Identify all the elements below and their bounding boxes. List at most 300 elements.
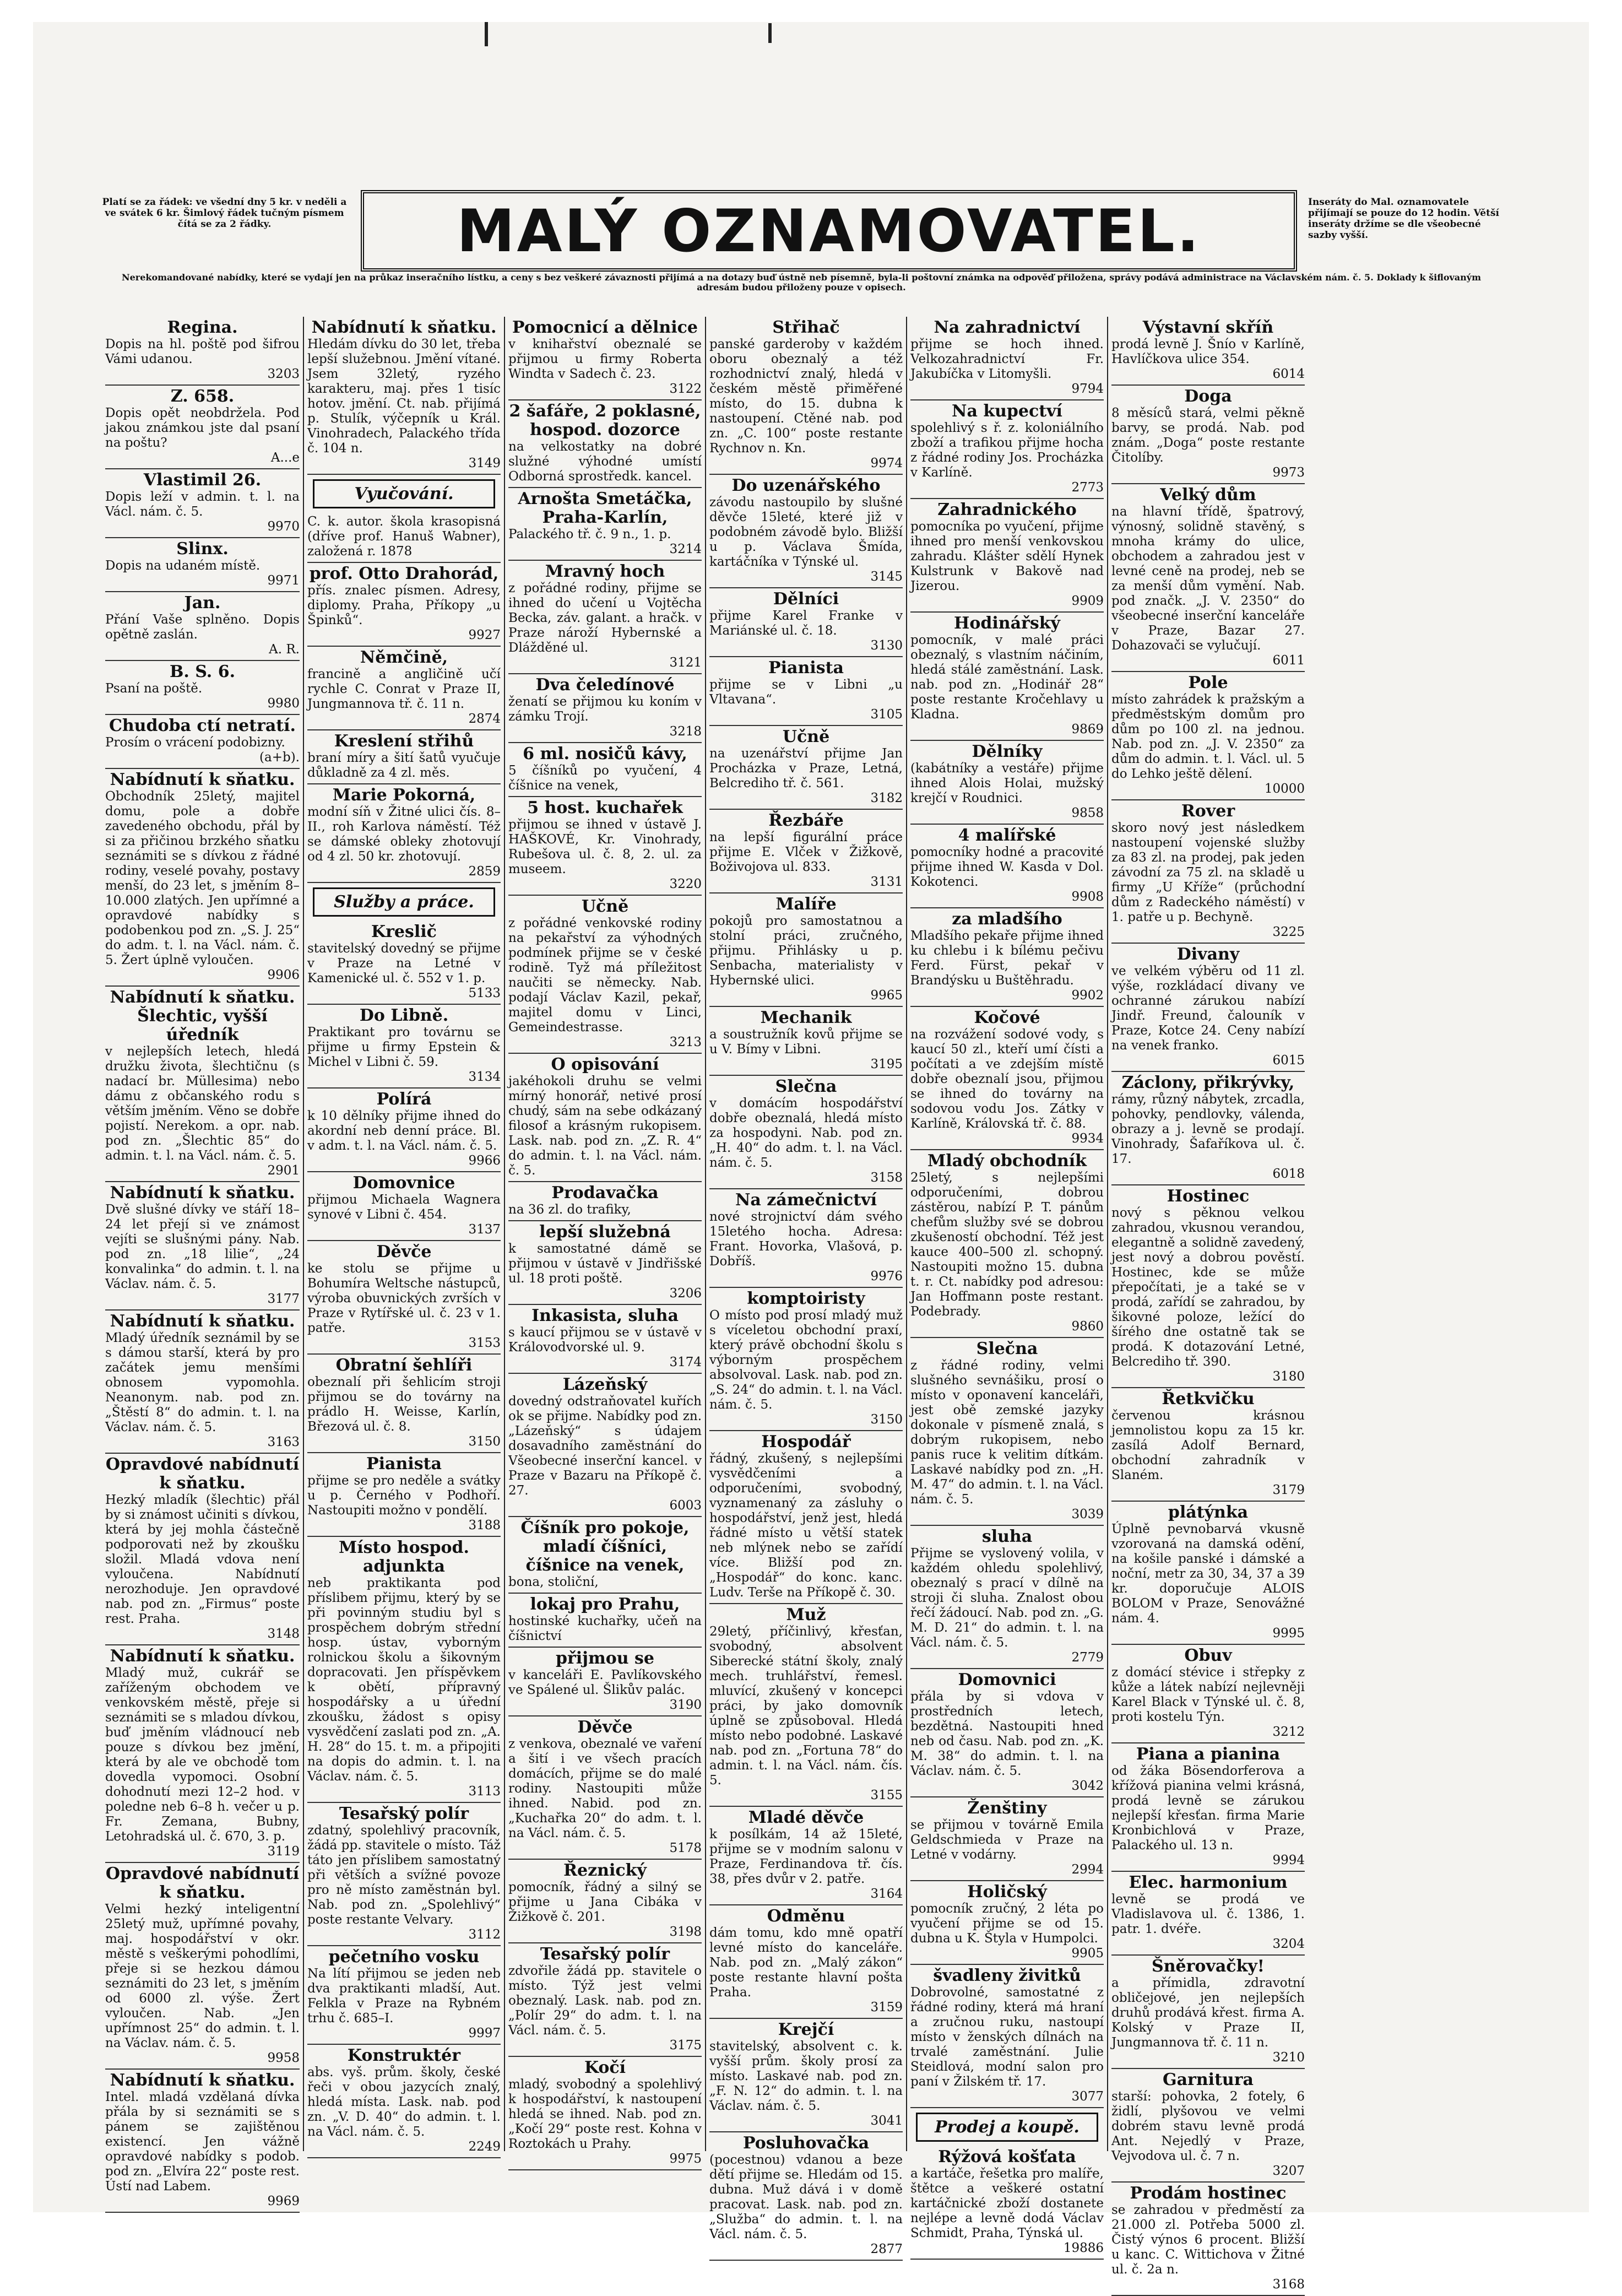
masthead-left-note: Platí se za řádek: ve všední dny 5 kr. v neděli a ve svátek 6 kr. Šimlový řádek tučným písmem čítá se za 2 řádky. <box>102 197 347 230</box>
ad-heading: Odměnu <box>767 1907 845 1926</box>
classified-ad <box>910 908 1104 1007</box>
ad-heading: Lázeňský <box>562 1375 648 1394</box>
classified-ad <box>508 1221 702 1305</box>
ad-heading: Pianista <box>366 1454 442 1474</box>
ad-heading: 2 šafáře, 2 poklasné, hospod. dozorce <box>509 402 701 440</box>
ad-heading: Děvče <box>376 1242 432 1261</box>
ad-number: 3204 <box>1272 1937 1305 1951</box>
ad-number: 9994 <box>1272 1853 1305 1867</box>
ad-heading: Obuv <box>1184 1646 1232 1665</box>
ad-text: abs. vyš. prům. školy, české řeči v obou jazycích znalý, hledá místa. Lask. nab. pod zn. „V. D. 40“ do admin. t. l. na Václ. nám. č. 5. <box>307 2065 501 2139</box>
ad-text: Mladý úředník seznámil by se s dámou starší, která by pro začátek jemu menšími obnosem vypomohla. Neanonym. nab. pod zn. „Štěstí 8“ do admin. t. l. na Václav. nám. č. 5. <box>105 1331 300 1434</box>
classified-ad <box>1111 317 1305 386</box>
ad-heading: Prodavačka <box>551 1183 659 1203</box>
masthead-title: MALÝ OZNAMOVATEL. <box>457 197 1201 265</box>
ad-number: 3198 <box>669 1925 702 1939</box>
ad-column <box>1107 317 1308 2292</box>
ad-number: 3077 <box>1071 2089 1104 2104</box>
ad-heading: 4 malířské <box>958 826 1056 845</box>
ad-heading: za mladšího <box>952 909 1062 929</box>
classified-ad <box>307 1803 501 1946</box>
ad-text: dovedný odstraňovatel kuřích ok se přijme. Nabídky pod zn. „Lázeňský“ s údajem dosavadního zaměstnání do Všeobecné inserční kancel. v Praze v Bazaru na Příkopě č. 27. <box>508 1394 702 1498</box>
classified-ad <box>709 475 903 588</box>
ad-text: nový s pěknou velkou zahradou, vkusnou verandou, elegantně a solidně zavedený, jest nový a dobrou pověstí. Hostinec, kde se může přepočítati, je a také se v prodá, zařídí se zahradou, by šikovné poloze, ležící do šírého dne ostatně tak se prodá. K dotazování Letné, Belcrediho tř. 390. <box>1111 1206 1305 1369</box>
ad-number: 3137 <box>468 1222 501 1237</box>
ad-heading: Rover <box>1181 802 1235 821</box>
section-heading: Prodej a koupě. <box>916 2113 1098 2142</box>
ad-heading: komptoiristy <box>747 1289 865 1308</box>
ad-text: modní síň v Žitné ulici čís. 8–II., roh Karlova náměstí. Též se dámské obleky zhotovují od 4 zl. 50 kr. zhotovují. <box>307 805 501 864</box>
classified-ad <box>709 1189 903 1288</box>
classified-ad <box>307 1355 501 1453</box>
ad-heading: pečetního vosku <box>328 1947 480 1967</box>
ad-text: Praktikant pro továrnu se přijme u firmy Epstein & Michel v Libni č. 59. <box>307 1025 501 1069</box>
classified-ad <box>307 317 501 475</box>
ad-heading: lokaj pro Prahu, <box>530 1595 680 1614</box>
ad-number: 9997 <box>468 2026 501 2040</box>
ad-text: spolehlivý s ř. z. koloniálního zboží a trafikou přijme hocha z řádné rodiny Jos. Procházka v Karlíně. <box>910 421 1104 480</box>
ad-text: červenou krásnou jemnolistou kopu za 15 kr. zasílá Adolf Bernard, obchodní zahradník v Slaném. <box>1111 1409 1305 1482</box>
ad-number: 3175 <box>669 2038 702 2053</box>
classified-ad <box>508 488 702 561</box>
ad-text: nové strojnictví dám svého 15letého hocha. Adresa: Frant. Hovorka, Vlašová, p. Dobříš. <box>709 1210 903 1269</box>
ad-number: 3039 <box>1071 1507 1104 1521</box>
classified-ad <box>709 1288 903 1431</box>
classified-ad <box>1111 1956 1305 2069</box>
ad-heading: lepší služebná <box>539 1222 671 1242</box>
ad-text: na rozvážení sodové vody, s kaucí 50 zl., kteří umí čísti a počítati a ve zdejším místě dobře obeznalí jsou, přijmou se ihned do továrny na sodovou vodu Jos. Zátky v Karlíně, Královská tř. č. 88. <box>910 1027 1104 1131</box>
classified-ad <box>105 987 300 1182</box>
ad-number: 2877 <box>870 2242 903 2256</box>
ad-number: 9934 <box>1071 1131 1104 1146</box>
ad-heading: Slečna <box>976 1339 1038 1358</box>
ad-number: 3159 <box>870 2000 903 2015</box>
classified-ad <box>105 592 300 661</box>
ad-number: 3213 <box>669 1035 702 1049</box>
ad-heading: Učně <box>581 897 629 916</box>
ad-heading: Vlastimil 26. <box>143 470 262 490</box>
ad-text: z domácí stévice i střepky z kůže a látek nabízí nejlevněji Karel Black v Týnské ul. č. 8, proti kostelu Týn. <box>1111 1665 1305 1724</box>
classified-ad <box>508 674 702 743</box>
ad-heading: 5 host. kuchařek <box>527 798 683 817</box>
ad-text: z pořádné venkovské rodiny na pekařství za výhodných podmínek přijme se v české rodině. Tyž má příležitost naučiti se německy. Nab. podají Václav Kazil, pekař, majitel domu v Linci, Gemeindestrasse. <box>508 916 702 1035</box>
ad-heading: Velký dům <box>1160 485 1256 505</box>
ad-heading: Tesařský polír <box>339 1804 469 1823</box>
ad-number: 2994 <box>1071 1862 1104 1877</box>
ad-text: Dopis na udaném místě. <box>105 559 261 573</box>
ad-text: v domácím hospodářství dobře obeznalá, hledá místo za hospodyni. Nab. pod zn. „H. 40“ do adm. t. l. na Václ. nám. č. 5. <box>709 1096 903 1170</box>
ad-heading: přijmou se <box>555 1649 655 1668</box>
ad-text: francině a angličině učí rychle C. Conrat v Praze II, Jungmannova tř. č. 11 n. <box>307 667 501 711</box>
ad-number: 9966 <box>468 1154 501 1168</box>
classified-ad <box>709 1604 903 1807</box>
ad-text: 5 číšníků po vyučení, 4 číšnice na venek, <box>508 763 702 793</box>
ad-heading: prof. Otto Drahorád, <box>309 564 499 583</box>
masthead-title-box <box>361 190 1297 272</box>
classified-ad <box>910 1669 1104 1797</box>
ad-number: 3168 <box>1272 2277 1305 2292</box>
classified-ad <box>910 1007 1104 1150</box>
ad-number: 9902 <box>1071 988 1104 1003</box>
ad-heading: Nabídnutí k sňatku. Šlechtic, vyšší úředník <box>110 988 295 1044</box>
ad-heading: Prodám hostinec <box>1130 2184 1287 2203</box>
ad-heading: Polírá <box>376 1090 432 1109</box>
classified-ad <box>105 317 300 386</box>
ad-heading: Arnošta Smetáčka, Praha-Karlín, <box>518 489 692 527</box>
ad-number: 3218 <box>669 724 702 739</box>
classified-ad <box>709 810 903 894</box>
ad-heading: Na zahradnictví <box>934 318 1081 337</box>
classified-ad <box>910 400 1104 499</box>
classified-ad <box>105 1182 300 1311</box>
ad-text: přijme se hoch ihned. Velkozahradnictví Fr. Jakubíčka v Litomyšli. <box>910 337 1104 381</box>
classified-ad <box>508 317 702 400</box>
ad-text: ženatí se přijmou ku koním v zámku Trojí. <box>508 695 702 724</box>
classified-ad <box>508 400 702 488</box>
ad-text: na lepší figurální práce přijme E. Vlček v Žižkově, Boživojova ul. 833. <box>709 830 903 874</box>
classified-ad <box>1111 672 1305 800</box>
classified-ad <box>910 825 1104 908</box>
ad-number: 3041 <box>870 2114 903 2128</box>
ad-text: rámy, různý nábytek, zrcadla, pohovky, pendlovky, válenda, obrazy a j. levně se prodají. Vinohrady, Šafaříkova ul. č. 17. <box>1111 1092 1305 1166</box>
classified-ad <box>709 1076 903 1189</box>
ad-text: C. k. autor. škola krasopisná (dříve prof. Hanuš Wabner), založená r. 1878 <box>307 515 501 559</box>
classified-ad <box>1111 944 1305 1072</box>
ad-heading: Hostinec <box>1167 1187 1250 1206</box>
ad-number: 6003 <box>669 1498 702 1513</box>
ad-heading: Regina. <box>167 318 238 337</box>
ad-text: řádný, zkušený, s nejlepšími vysvědčeními a odporučeními, svobodný, vyznamenaný za zásluhy o hospodářství, jenž jest, hledá řádné místo u větší statek neb mlýnek nebo se zařídí více. Bližší pod zn. „Hospodář“ do konc. kanc. Ludv. Terše na Příkopě č. 30. <box>709 1452 903 1600</box>
ad-number: 9869 <box>1071 722 1104 737</box>
ad-heading: Nabídnutí k sňatku. <box>110 2071 295 2090</box>
classified-ad <box>307 1089 501 1172</box>
classified-ad <box>1111 2069 1305 2183</box>
ad-text: panské garderoby v každém oboru obeznalý a též rozhodnictví znalý, hledá v českém městě přiměřené místo, do 15. dubna k nastoupení. Ctěné nab. pod zn. „C. 100“ poste restante Rychnov n. Kn. <box>709 337 903 456</box>
ad-number: 9973 <box>1272 465 1305 480</box>
classified-ad <box>709 317 903 475</box>
classified-ad <box>307 647 501 730</box>
ad-heading: Konstruktér <box>347 2046 461 2065</box>
ad-heading: Učně <box>782 727 830 746</box>
ad-number: 3164 <box>870 1887 903 1901</box>
ad-text: Dvě slušné dívky ve stáří 18–24 let přejí si ve známost vejíti se slušnými pány. Nab. pod zn. „18 lilie“, „24 konvalinka“ do admin. t. l. na Václav. nám. č. 5. <box>105 1203 300 1291</box>
print-mark <box>768 23 772 43</box>
classified-ad <box>307 2045 501 2158</box>
ad-text: pomocník, řádný a silný se přijme u Jana Cibáka v Žižkově č. 201. <box>508 1880 702 1924</box>
ad-text: Dopis na hl. poště pod šifrou Vámi udanou. <box>105 337 300 366</box>
ad-number: 3130 <box>870 638 903 653</box>
ad-number: 3148 <box>267 1627 300 1641</box>
ad-text: jakéhokoli druhu se velmi mírný honorář, netivé prosí chudý, sám na sebe odkázaný filosof a krásným rukopisem. Lask. nab. pod zn. „Z. R. 4“ do admin. t. l. na Václ. nám. č. 5. <box>508 1074 702 1178</box>
ad-heading: B. S. 6. <box>169 662 236 681</box>
ad-number: 9980 <box>267 696 300 711</box>
ad-text: a přímidla, zdravotní obličejové, jen nejlepších druhů prodává křest. firma A. Kolský v Praze II, Jungmannova tř. č. 11 n. <box>1111 1976 1305 2050</box>
ad-number: 3155 <box>870 1788 903 1802</box>
classified-ad <box>307 1172 501 1241</box>
ad-text: pokojů pro samostatnou a stolní práci, zručného, přijmu. Přihlásky u p. Senbacha, materialisty v Hybernské ulici. <box>709 914 903 988</box>
ad-text: 8 měsíců stará, velmi pěkně barvy, se prodá. Nab. pod znám. „Doga“ poste restante Čitolíby. <box>1111 406 1305 465</box>
ad-number: 3188 <box>468 1518 501 1533</box>
ad-heading: Hodinářský <box>954 614 1060 633</box>
ad-text: přís. znalec písmen. Adresy, diplomy. Praha, Příkopy „u Špinků“. <box>307 583 501 627</box>
ad-text: na hlavní třídě, špatrový, výnosný, solidně stavěný, s mnoha krámy do ulice, obchodem a zahradou jest v levné ceně na prodej, neb se za menší dům vymění. Nab. pod značk. „J. V. 2350“ do všeobecné inserční kanceláře v Praze, Bazar 27. Dohazovači se vylučují. <box>1111 505 1305 653</box>
classified-ad <box>307 921 501 1005</box>
ad-text: Hledám dívku do 30 let, třeba lepší služebnou. Jmění vítané. Jsem 32letý, ryzého karakteru, maj. přes 1 tisíc hotov. jmění. Ct. nab. přijímá p. Stulík, výčepník u Král. Vinohradech, Palackého třída č. 104 n. <box>307 337 501 456</box>
ad-number: 5133 <box>468 986 501 1000</box>
ad-number: 3153 <box>468 1336 501 1350</box>
ad-text: s kaucí přijmou se v ústavě v Královodvorské ul. 9. <box>508 1325 702 1355</box>
ad-number: (a+b). <box>259 750 300 765</box>
ad-heading: Němčině, <box>360 648 448 667</box>
classified-ad <box>910 1526 1104 1669</box>
ad-number: 2874 <box>468 712 501 726</box>
ad-number: 3207 <box>1272 2164 1305 2178</box>
ad-text: přijme se pro neděle a svátky u p. Černého v Podhoří. Nastoupiti možno v pondělí. <box>307 1474 501 1518</box>
ad-heading: Na kupectví <box>952 402 1062 421</box>
ad-number: 9976 <box>870 1269 903 1284</box>
ad-heading: Pole <box>1188 673 1228 692</box>
classified-ad <box>307 1005 501 1089</box>
ad-number: 3212 <box>1272 1725 1305 1739</box>
ad-heading: Krejčí <box>778 2020 834 2039</box>
ad-number: 2859 <box>468 864 501 879</box>
ad-heading: Piana a pianina <box>1136 1745 1281 1764</box>
ad-column <box>705 317 906 2256</box>
ad-number: 3179 <box>1272 1483 1305 1497</box>
ad-text: skoro nový jest následkem nastoupení vojenské služby za 83 zl. na prodej, pak jeden závodní za 75 zl. na skladě u firmy „U Kříže“ (průchodní dům z Radeckého náměstí) v 1. patře u p. Bechyně. <box>1111 821 1305 924</box>
ad-number: 3182 <box>870 791 903 805</box>
classified-ad <box>307 513 501 563</box>
classified-ad <box>105 1454 300 1645</box>
ad-number: 3214 <box>669 542 702 556</box>
ad-text: k posílkám, 14 až 15leté, přijme se v modním salonu v Praze, Ferdinandova tř. čís. 38, přes dvůr v 2. patře. <box>709 1827 903 1886</box>
ad-number: 9860 <box>1071 1319 1104 1334</box>
ad-heading: Do Libně. <box>359 1006 449 1025</box>
classified-ad <box>1111 1645 1305 1743</box>
ad-number: 3150 <box>870 1412 903 1427</box>
ad-text: přijmou Michaela Wagnera synové v Libni č. 454. <box>307 1193 501 1222</box>
ad-heading: Muž <box>786 1605 826 1624</box>
classified-ad <box>508 797 702 896</box>
ad-number: 9909 <box>1071 594 1104 608</box>
classified-ad <box>910 1338 1104 1526</box>
ad-text: stavitelský dovedný se přijme v Praze na Letné v Kamenické ul. č. 552 v 1. p. <box>307 941 501 985</box>
ad-heading: Inkasista, sluha <box>531 1306 679 1325</box>
ad-text: v nejlepších letech, hledá družku života, šlechtičnu (s nadací br. Müllesima) nebo dámu z občanského rodu s větším jměním. Věno se dobře pojistí. Nerekom. a opr. nab. pod zn. „Šlechtic 85“ do admin. t. l. na Václ. nám. č. 5. <box>105 1044 300 1163</box>
ad-text: neb praktikanta pod příslibem přijmu, který by se při povinným studiu byl s prospěchem dobrým střední hosp. ústav, vyborným rolnickou školu a šikovným dopracovati. Jen příspěvkem k obětí, přípravný hospodářsky a u úřední zkoušku, žádost s opisy vysvědčení zaslati pod zn. „A. H. 28“ do 15. t. m. a připojiti na dopis do admin. t. l. na Václav. nám. č. 5. <box>307 1576 501 1784</box>
classified-ad <box>508 743 702 797</box>
ad-heading: Mravný hoch <box>545 562 665 581</box>
ad-text: na velkostatky na dobré služné výhodné umístí Odborná sprostředk. kancel. <box>508 440 702 484</box>
ad-heading: Šněrovačky! <box>1152 1957 1265 1976</box>
ad-heading: Nabídnutí k sňatku. <box>311 318 497 337</box>
ad-text: 25letý, s nejlepšími odporučeními, dobrou zástěrou, nabízí P. T. pánům chefům služby své se dobrou zkušeností obchodní. Též jest kauce 400–500 zl. schopný. Nastoupiti možno 15. dubna t. r. Ct. nabídky pod adresou: Jan Hoffmann poste restant. Podebrady. <box>910 1171 1104 1319</box>
ad-columns <box>102 317 1509 2292</box>
ad-text: zdatný, spolehlivý pracovník, žádá pp. stavitele o místo. Táž táto jen příslibem samostatný při větších a svížné povoze pro ně místo zaměstnán byl. Nab. pod zn. „Spolehlivý“ poste restante Velvary. <box>307 1823 501 1927</box>
classified-ad <box>105 538 300 592</box>
ad-heading: Opravdové nabídnutí k sňatku. <box>105 1455 300 1493</box>
ad-heading: Mladý obchodník <box>927 1151 1087 1171</box>
ad-text: ve velkém výběru od 11 zl. výše, rozkládací divany ve ochranné zárukou nabízí Jindř. Freund, čalouník v Praze, Kotce 24. Ceny nabízí na venek franko. <box>1111 964 1305 1053</box>
ad-heading: Mladé děvče <box>748 1808 864 1827</box>
ad-text: Na lítí přijmou se jeden neb dva praktikanti mladší, Aut. Felkla v Praze na Rybném trhu č. 685–I. <box>307 1967 501 2026</box>
classified-ad <box>508 1182 702 1221</box>
classified-ad <box>508 1716 702 1860</box>
ad-heading: Řetkvičku <box>1162 1389 1255 1409</box>
ad-heading: Nabídnutí k sňatku. <box>110 1312 295 1331</box>
ad-text: (kabátníky a vestáře) přijme ihned Alois Holai, mužský krejčí v Roudnici. <box>910 761 1104 805</box>
classified-ad <box>508 2057 702 2170</box>
ad-heading: Záclony, přikrývky, <box>1121 1073 1295 1092</box>
ad-heading: Pianista <box>768 658 844 678</box>
ad-heading: Divany <box>1176 945 1240 964</box>
ad-heading: Číšník pro pokoje, mladí číšníci, číšnice na venek, <box>520 1518 690 1575</box>
ad-text: z pořádné rodiny, přijme se ihned do učení u Vojtěcha Becka, záv. galant. a hračk. v Praze nároží Hybernské a Dlážděné ul. <box>508 581 702 655</box>
classified-ad <box>910 613 1104 741</box>
ad-text: (pocestnou) vdanou a beze dětí přijme se. Hledám od 15. dubna. Muž dává i v domě pracovat. Lask. nab. pod zn. „Služba“ do admin. t. l. na Václ. nám. č. 5. <box>709 2153 903 2241</box>
classified-ad <box>709 1007 903 1076</box>
ad-number: 3203 <box>267 367 300 381</box>
ad-number: 9970 <box>267 519 300 534</box>
ad-text: 29letý, příčinlivý, křesťan, svobodný, absolvent Siberecké státní školy, znalý mech. truhlářství, řemesl. mluvící, zkušený v koncepci práci, by jako domovník úplně se způsoboval. Hledá místo nebo podobné. Laskavé nab. pod zn. „Fortuna 78“ do admin. t. l. na Václ. nám. čís. 5. <box>709 1624 903 1788</box>
classified-ad <box>709 2132 903 2261</box>
classified-ad <box>508 896 702 1054</box>
classified-ad <box>1111 1872 1305 1956</box>
ad-number: 9906 <box>267 968 300 982</box>
ad-heading: Místo hospod. adjunkta <box>339 1538 469 1576</box>
ad-text: přála by si vdova v prostředních letech, bezdětná. Nastoupiti hned neb od času. Nab. pod zn. „K. M. 38“ do admin. t. l. na Václav. nám. č. 5. <box>910 1689 1104 1778</box>
ad-text: Mladšího pekaře přijme ihned ku chlebu i k bílému pečivu Ferd. Fürst, pekař v Brandýsku u Buštěhradu. <box>910 929 1104 988</box>
ad-number: 3113 <box>468 1784 501 1799</box>
ad-text: se přijmou v továrně Emila Geldschmieda v Praze na Letné v vodárny. <box>910 1818 1104 1862</box>
classified-ad <box>1111 1743 1305 1872</box>
ad-text: v knihařství obeznalé se přijmou u firmy Roberta Windta v Sadech č. 23. <box>508 337 702 381</box>
classified-ad <box>105 2070 300 2213</box>
ad-number: 9858 <box>1071 806 1104 820</box>
ad-text: Dopis leží v admin. t. l. na Václ. nám. č. 5. <box>105 490 300 519</box>
ad-number: 3121 <box>669 656 702 670</box>
classified-ad <box>105 1863 300 2070</box>
ad-number: 3206 <box>669 1286 702 1301</box>
classified-ad <box>508 1943 702 2057</box>
ad-number: 3177 <box>267 1292 300 1306</box>
ad-column <box>303 317 504 2154</box>
section-heading: Služby a práce. <box>313 887 495 917</box>
ad-heading: Zahradnického <box>937 500 1077 519</box>
ad-heading: Kočí <box>584 2058 626 2077</box>
ad-column <box>504 317 705 2166</box>
ad-number: 3180 <box>1272 1369 1305 1384</box>
classified-ad <box>105 386 300 469</box>
ad-number: 3174 <box>669 1355 702 1369</box>
classified-ad <box>910 1965 1104 2108</box>
classified-ad <box>1111 1502 1305 1645</box>
ad-number: 2773 <box>1071 480 1104 495</box>
ad-text: Úplně pevnobarvá vkusně vzorovaná na damská odění, na košile panské i dámské a noční, metr za 30, 34, 37 a 39 kr. doporučuje ALOIS BOLOM v Praze, Senovážné nám. 4. <box>1111 1522 1305 1626</box>
ad-heading: Rýžová košťata <box>938 2147 1076 2167</box>
classified-ad <box>709 726 903 810</box>
ad-heading: Tesařský polír <box>540 1945 670 1964</box>
ad-number: 3145 <box>870 570 903 584</box>
ad-text: z řádné rodiny, velmi slušného sevnášiku, prosí o místo v oponavení kanceláři, jest obě zemské jazyky dokonale v písmeně znalá, s dobrým rukopisem, nebo panis ruce k velitim dítkám. Laskavé nabídky pod zn. „H. M. 47“ do admin. t. l. na Václ. nám. č. 5. <box>910 1358 1104 1507</box>
ad-text: přijme se v Libni „u Vltavana“. <box>709 678 903 707</box>
ad-number: 3042 <box>1071 1779 1104 1793</box>
ad-text: pomocník zručný, 2 léta po vyučení přijme se od 15. dubna u K. Štyla v Humpolci. <box>910 1902 1104 1946</box>
ad-number: 9969 <box>267 2194 300 2208</box>
ad-text: na 36 zl. do trafiky, <box>508 1203 631 1217</box>
ad-text: zdvořile žádá pp. stavitele o místo. Týž jest velmi obeznalý. Lask. nab. pod zn. „Polír 29“ do adm. t. l. na Václ. nám. č. 5. <box>508 1964 702 2038</box>
ad-text: levně se prodá ve Vladislavova ul. č. 1386, 1. patr. 1. dvéře. <box>1111 1892 1305 1936</box>
ad-text: hostinské kuchařky, učeň na číšnictví <box>508 1614 702 1643</box>
ad-heading: Slinx. <box>176 539 229 559</box>
classified-ad <box>508 1517 702 1594</box>
ad-heading: Mechanik <box>760 1008 852 1027</box>
ad-number: 3105 <box>870 707 903 722</box>
ad-number: 3220 <box>669 877 702 891</box>
ad-text: dám tomu, kdo mně opatří levné místo do kanceláře. Nab. pod zn. „Malý zákon“ poste restante hlavní pošta Praha. <box>709 1926 903 2000</box>
ad-text: přijme Karel Franke v Mariánské ul. č. 18. <box>709 609 903 638</box>
ad-number: 9927 <box>468 628 501 642</box>
ad-heading: plátýnka <box>1168 1503 1249 1522</box>
ad-heading: Řeznický <box>563 1861 647 1880</box>
ad-number: 2901 <box>267 1163 300 1178</box>
ad-text: od žáka Bösendorferova a křížová pianina velmi krásná, prodá levně se zárukou nejlepší křesťan. firma Marie Kronbichlová v Praze, Palackého ul. 13 n. <box>1111 1764 1305 1853</box>
ad-text: pomocníka po vyučení, přijme ihned pro menší venkovskou zahradu. Klášter sdělí Hynek Kulstrunk v Bakově nad Jizerou. <box>910 519 1104 593</box>
ad-text: Palackého tř. č. 9 n., 1. p. <box>508 527 671 541</box>
classified-ad <box>508 1860 702 1943</box>
ad-number: 9965 <box>870 988 903 1003</box>
classified-ad <box>910 741 1104 825</box>
ad-text: k samostatné dámě se přijmou v ústavě v Jindřišské ul. 18 proti poště. <box>508 1242 702 1286</box>
ad-heading: Malíře <box>775 895 837 914</box>
classified-ad <box>709 657 903 726</box>
ad-number: 9995 <box>1272 1626 1305 1640</box>
ad-heading: Dělníci <box>773 589 839 609</box>
classified-ad <box>508 1054 702 1182</box>
classified-ad <box>1111 484 1305 672</box>
ad-text: Velmi hezký inteligentní 25letý muž, upřímné povahy, maj. hospodářství v okr. městě s veškerými pohodlími, přeje si se hezkou dámou seznámiti do 23 let, s jměním od 6000 zl. výše. Žert vyloučen. Nab. „Jen upřímnost 25“ do admin. t. l. na Václav. nám. č. 5. <box>105 1902 300 2050</box>
ad-heading: Výstavní skříň <box>1142 318 1274 337</box>
classified-ad <box>1111 1072 1305 1185</box>
ad-text: Přání Vaše splněno. Dopis opětně zaslán. <box>105 613 300 642</box>
ad-heading: Nabídnutí k sňatku. <box>110 770 295 789</box>
classified-ad <box>307 1241 501 1355</box>
classified-ad <box>709 1431 903 1604</box>
classified-ad <box>508 1305 702 1374</box>
ad-heading: Slečna <box>775 1077 837 1096</box>
classified-ad <box>709 588 903 657</box>
ad-text: a soustružník kovů přijme se u V. Bímy v Libni. <box>709 1027 903 1057</box>
ad-heading: Z. 658. <box>170 387 235 406</box>
ad-text: závodu nastoupilo by slušné děvče 15leté, které již v podobném závodě bylo. Bližší u p. Václava Šmída, kartáčníka v Týnské ul. <box>709 495 903 569</box>
ad-column <box>102 317 303 2208</box>
ad-heading: Pomocnicí a dělnice <box>512 318 698 337</box>
ad-text: Intel. mladá vzdělaná dívka přála by si seznámiti se s pánem se zajištěnou existencí. Jen vážně opravdové nabídky s podob. pod zn. „Elvíra 22“ poste rest. Ústí nad Labem. <box>105 2090 300 2194</box>
classified-ad <box>307 1537 501 1803</box>
ad-text: braní míry a šití šatů vyučuje důkladně za 4 zl. měs. <box>307 751 501 780</box>
ad-text: prodá levně J. Šnío v Karlíně, Havlíčkova ulice 354. <box>1111 337 1305 366</box>
ad-heading: 6 ml. nosičů kávy, <box>523 744 687 763</box>
ad-number: 10000 <box>1264 782 1305 796</box>
classified-ad <box>508 1374 702 1517</box>
masthead <box>99 190 1504 292</box>
ad-text: na uzenářství přijme Jan Procházka v Praze, Letná, Belcrediho tř. č. 561. <box>709 746 903 790</box>
ad-text: pomocníky hodné a pracovité přijme ihned W. Kasda v Dol. Kokotenci. <box>910 845 1104 889</box>
ad-heading: sluha <box>981 1527 1033 1546</box>
ad-text: a kartáče, řešetka pro malíře, štětce a veškeré ostatní kartáčnické zboží dostanete nejlépe a levně dodá Václav Schmidt, Praha, Týnská ul. <box>910 2167 1104 2240</box>
classified-ad <box>709 1807 903 1905</box>
ad-text: Hezký mladík (šlechtic) přál by si známost učiniti s dívkou, která by jej mohla částečně podporovati než by zkoušku složil. Mladá vdova není vyloučena. Nabídnutí nerozhoduje. Jen opravdové nab. pod zn. „Firmus“ poste rest. Praha. <box>105 1493 300 1626</box>
